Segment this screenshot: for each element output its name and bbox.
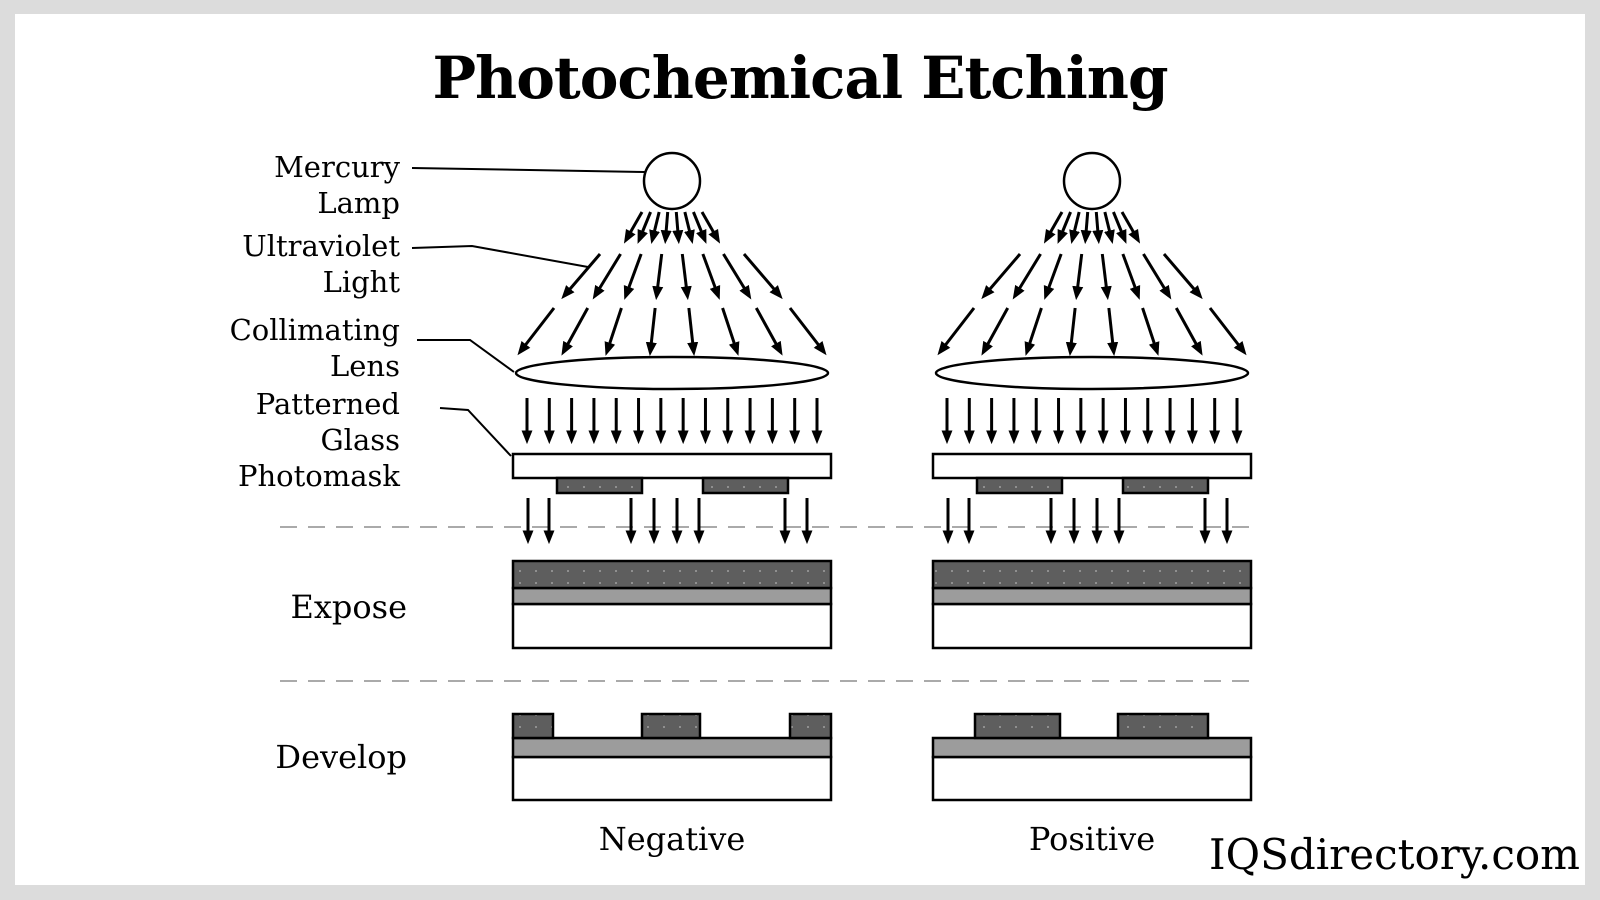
expose-metal-layer (933, 588, 1251, 604)
uv-ray-arrow (1210, 308, 1244, 352)
photomask-opaque-segment (977, 478, 1062, 493)
leader-collimating-lens (417, 340, 514, 372)
uv-ray-arrow (564, 254, 600, 296)
develop-substrate-layer (933, 757, 1251, 800)
uv-ray-arrow (626, 254, 641, 296)
uv-ray-arrow (520, 308, 554, 352)
develop-resist-remaining (513, 714, 553, 738)
develop-substrate-layer (513, 757, 831, 800)
uv-ray-arrow (1077, 254, 1082, 296)
label-line: Photomask (237, 459, 400, 493)
uv-ray-arrow (563, 308, 587, 352)
uv-ray-arrow (744, 254, 780, 296)
label-line: Patterned (255, 387, 400, 421)
uv-ray-arrow (1072, 212, 1079, 240)
column-label-negative: Negative (598, 820, 746, 858)
mercury-lamp-shape (644, 153, 700, 209)
diagram-title: Photochemical Etching (432, 44, 1168, 112)
uv-ray-arrow (1046, 254, 1061, 296)
uv-ray-arrow (676, 212, 678, 240)
develop-resist-remaining (790, 714, 831, 738)
develop-metal-layer (933, 738, 1251, 757)
uv-ray-arrow (595, 254, 621, 296)
photomask-opaque-segment (557, 478, 642, 493)
uv-ray-arrow (1143, 308, 1158, 352)
label-line: Lens (330, 349, 400, 383)
leader-mercury-lamp (412, 168, 645, 172)
leader-patterned-glass-photomask (440, 408, 511, 456)
label-line: Ultraviolet (242, 229, 400, 263)
label-patterned-glass-photomask (238, 386, 400, 494)
uv-ray-arrow (1096, 212, 1098, 240)
uv-ray-arrow (1102, 254, 1107, 296)
uv-ray-arrow (1027, 308, 1042, 352)
uv-ray-arrow (1105, 212, 1112, 240)
photomask-glass (513, 454, 831, 478)
expose-metal-layer (513, 588, 831, 604)
label-ultraviolet-light (242, 228, 400, 300)
uv-ray-arrow (940, 308, 974, 352)
label-collimating-lens (230, 312, 400, 384)
stage-label-expose: Expose (290, 588, 407, 626)
uv-ray-arrow (1143, 254, 1169, 296)
uv-ray-arrow (984, 254, 1020, 296)
uv-ray-arrow (790, 308, 824, 352)
uv-ray-arrow (665, 212, 667, 240)
uv-ray-arrow (1164, 254, 1200, 296)
uv-ray-arrow (723, 254, 749, 296)
expose-photoresist-layer (933, 561, 1251, 588)
uv-ray-arrow (1015, 254, 1041, 296)
photomask-opaque-segment (703, 478, 788, 493)
uv-ray-arrow (607, 308, 622, 352)
photomask-opaque-segment (1123, 478, 1208, 493)
uv-ray-arrow (1085, 212, 1087, 240)
collimating-lens-shape (516, 357, 828, 389)
leader-ultraviolet-light (412, 246, 588, 267)
collimating-lens-shape (936, 357, 1248, 389)
photomask-glass (933, 454, 1251, 478)
uv-ray-arrow (650, 308, 655, 352)
stage-label-develop: Develop (275, 738, 407, 776)
develop-resist-remaining (1118, 714, 1208, 738)
label-line: Collimating (229, 313, 400, 347)
positive-process-column (933, 153, 1251, 800)
develop-resist-remaining (975, 714, 1060, 738)
label-line: Lamp (317, 186, 400, 220)
uv-ray-arrow (703, 254, 718, 296)
uv-ray-arrow (1070, 308, 1075, 352)
column-label-positive: Positive (1028, 820, 1156, 858)
uv-ray-arrow (756, 308, 780, 352)
uv-ray-arrow (689, 308, 694, 352)
label-line: Light (322, 265, 400, 299)
uv-ray-arrow (723, 308, 738, 352)
develop-resist-remaining (642, 714, 700, 738)
watermark-text: IQSdirectory.com (1209, 830, 1580, 879)
uv-ray-arrow (682, 254, 687, 296)
label-line: Mercury (274, 150, 400, 184)
develop-metal-layer (513, 738, 831, 757)
uv-ray-arrow (657, 254, 662, 296)
expose-substrate-layer (933, 604, 1251, 648)
uv-ray-arrow (685, 212, 692, 240)
mercury-lamp-shape (1064, 153, 1120, 209)
label-mercury-lamp (274, 149, 400, 221)
label-line: Glass (320, 423, 400, 457)
expose-substrate-layer (513, 604, 831, 648)
uv-ray-arrow (1123, 254, 1138, 296)
negative-process-column (513, 153, 831, 800)
uv-ray-arrow (1176, 308, 1200, 352)
uv-ray-arrow (983, 308, 1007, 352)
uv-ray-arrow (652, 212, 659, 240)
expose-photoresist-layer (513, 561, 831, 588)
uv-ray-arrow (1109, 308, 1114, 352)
